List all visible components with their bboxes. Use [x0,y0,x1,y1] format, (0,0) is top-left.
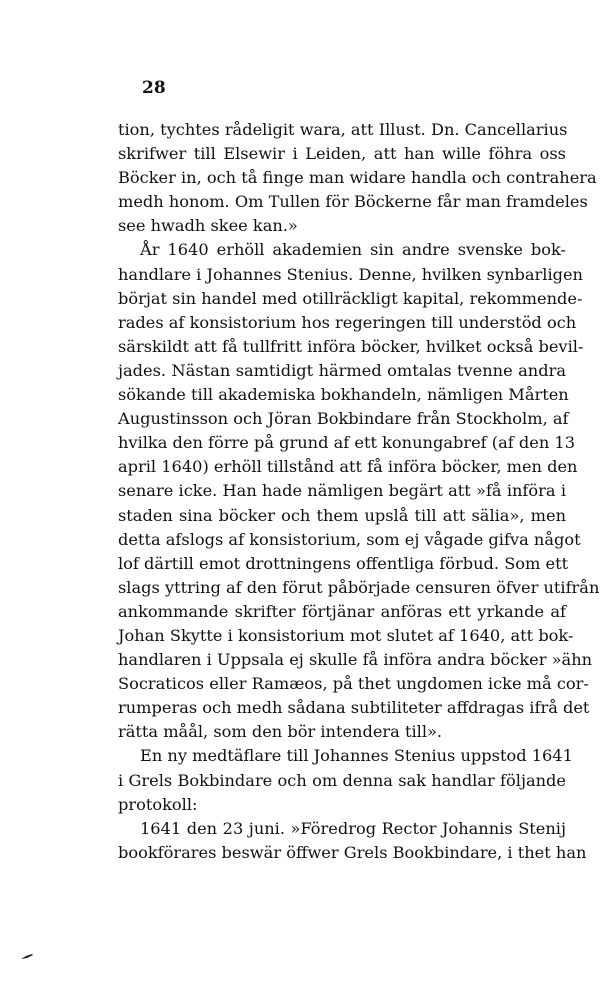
text-line: hvilka den förre på grund af ett konungabref (af den 13 [118,433,575,453]
body-text [118,118,600,865]
text-line: detta afslogs af konsistorium, som ej vågade gifva något [118,529,581,549]
text-line: rätta måål, som den bör intendera till». [118,722,443,742]
text-line: Böcker in, och tå finge man widare handla och contrahera [118,168,597,188]
text-line: handlaren i Uppsala ej skulle få införa andra böcker »ähn [118,650,593,670]
text-line: Johan Skytte i konsistorium mot slutet af 1640, att bok- [118,625,574,645]
text-line: sökande till akademiska bokhandeln, nämligen Mårten [118,385,569,405]
text-line: handlare i Johannes Stenius. Denne, hvilken synbarligen [118,264,583,284]
text-line: staden sina böcker och them upslå till att sälia», men [118,505,566,525]
text-line: särskildt att få tullfritt införa böcker, hvilket också bevil- [118,336,584,356]
text-line: börjat sin handel med otillräckligt kapital, rekommende- [118,288,583,308]
text-line: rades af konsistorium hos regeringen till understöd och [118,312,577,332]
text-line: medh honom. Om Tullen för Böckerne får man framdeles [118,192,588,212]
text-line: bookförares beswär öffwer Grels Bookbindare, i thet han [118,842,587,862]
text-line: slags yttring af den förut påbörjade censuren öfver utifrån [118,577,600,597]
ink-speck-mark [20,953,34,960]
text-line: tion, tychtes rådeligit wara, att Illust. Dn. Cancellarius [118,120,568,139]
text-line: protokoll: [118,794,198,814]
text-line: jades. Nästan samtidigt härmed omtalas tvenne andra [118,360,566,380]
text-line: skrifwer till Elsewir i Leiden, att han wille föhra oss [118,144,566,164]
text-line: senare icke. Han hade nämligen begärt att »få införa i [118,481,566,501]
text-line: Augustinsson och Jöran Bokbindare från Stockholm, af [118,409,569,429]
text-line: april 1640) erhöll tillstånd att få införa böcker, men den [118,457,578,477]
text-line: Socraticos eller Ramæos, på thet ungdomen icke må cor- [118,674,589,694]
text-line: En ny medtäflare till Johannes Stenius uppstod 1641 [140,746,573,766]
text-line: År 1640 erhöll akademien sin andre svenske bok- [140,240,566,260]
text-line: rumperas och medh sådana subtiliteter affdragas ifrå det [118,698,590,718]
text-line: 1641 den 23 juni. »Föredrog Rector Johannis Stenij [140,818,566,838]
text-line: ankommande skrifter förtjänar anföras ett yrkande af [118,601,566,621]
text-line: see hwadh skee kan.» [118,216,298,236]
text-line: i Grels Bokbindare och om denna sak handlar följande [118,770,566,790]
page-number: 28 [142,78,166,98]
text-line: lof därtill emot drottningens offentliga förbud. Som ett [118,553,569,573]
